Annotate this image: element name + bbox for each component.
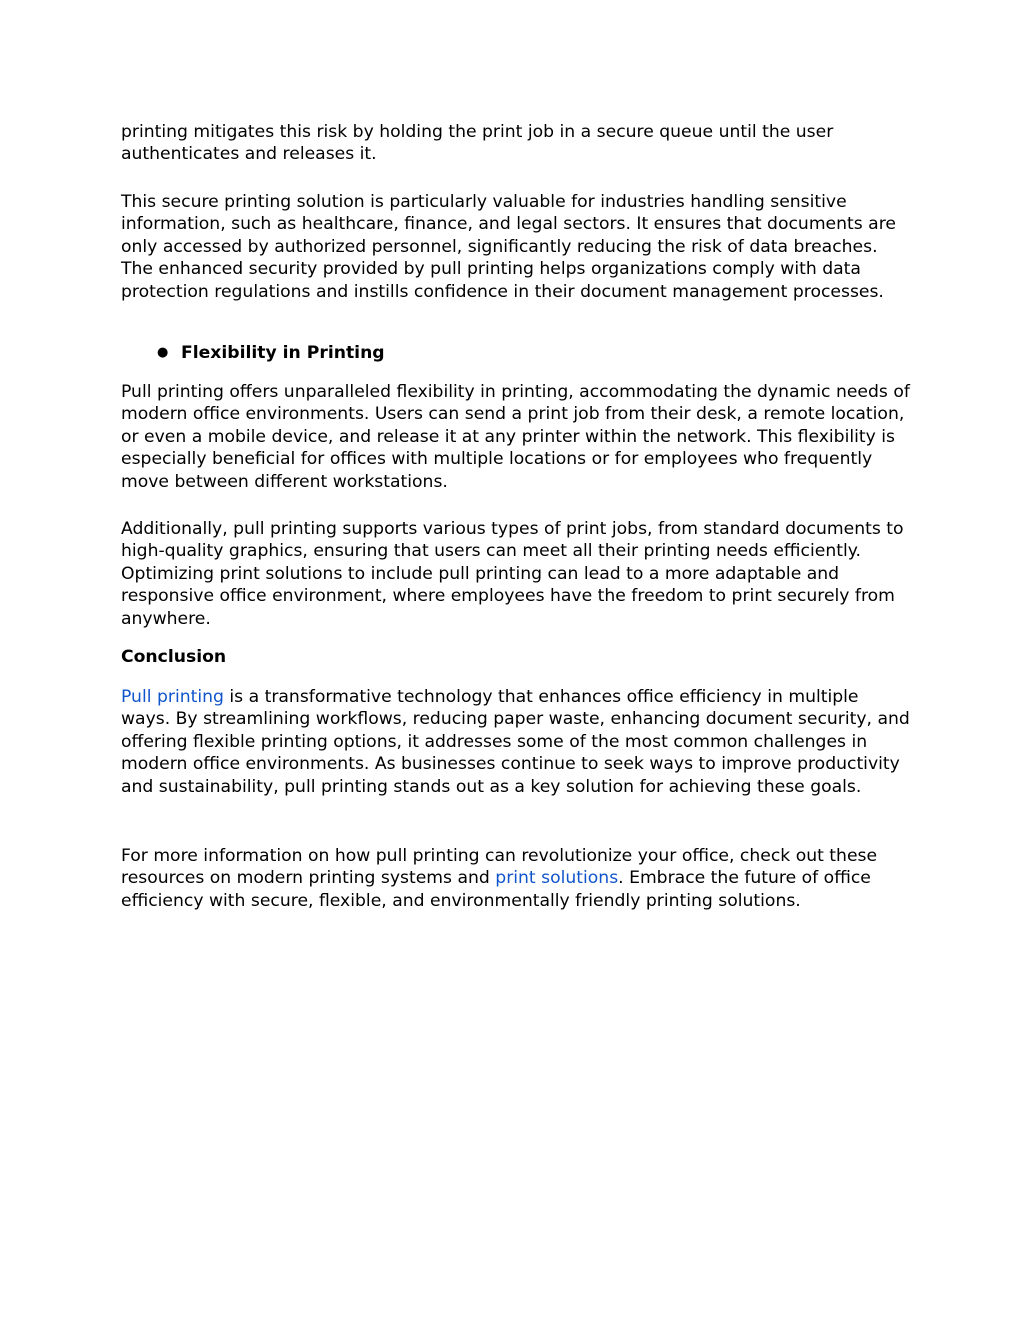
paragraph-flexibility: Pull printing offers unparalleled flexibility in printing, accommodating the dynamic needs of modern office environments. Users can send a print job from their desk, a remote location, or even a mobile device, and release it at any printer within the network. This flexibility is especially beneficial for offices with multiple locations or for employees who frequently move between different workstations. (121, 382, 910, 492)
paragraph-conclusion-text: is a transformative technology that enhances office efficiency in multiple ways. By streamlining workflows, reducing paper waste, enhancing document security, and offering flexible printing options, it addresses some of the most common challenges in modern office environments. As businesses continue to seek ways to improve productivity and sustainability, pull printing stands out as a key solution for achieving these goals. (121, 687, 910, 797)
paragraph-more-info-start: For more information on how pull printing can revolutionize your office, check out these resources on modern printing systems and (121, 846, 878, 889)
paragraph-conclusion (121, 686, 911, 798)
bullet-icon: ● (157, 345, 169, 360)
paragraph-secure-queue: printing mitigates this risk by holding the print job in a secure queue until the user authenticates and releases it. (121, 122, 834, 165)
paragraph-more-info (121, 845, 911, 912)
pull-printing-link[interactable]: Pull printing (121, 687, 224, 707)
heading-conclusion: Conclusion (121, 647, 227, 667)
bullet-heading-flexibility: Flexibility in Printing (181, 343, 385, 363)
paragraph-print-job-types: Additionally, pull printing supports various types of print jobs, from standard documents to high-quality graphics, ensuring that users can meet all their printing needs efficiently. Optimizing print solutions to include pull printing can lead to a more adaptable and responsive office environment, where employees have the freedom to print securely from anywhere. (121, 519, 904, 629)
print-solutions-link[interactable]: print solutions (495, 868, 619, 889)
paragraph-secure-printing-value: This secure printing solution is particularly valuable for industries handling sensitive information, such as healthcare, finance, and legal sectors. It ensures that documents are only accessed by authorized personnel, significantly reducing the risk of data breaches. The enhanced security provided by pull printing helps organizations comply with data protection regulations and instills confidence in their document management processes. (121, 192, 896, 302)
paragraph-more-info-end: . Embrace the future of office efficiency with secure, flexible, and environmentally friendly printing solutions. (121, 868, 871, 911)
